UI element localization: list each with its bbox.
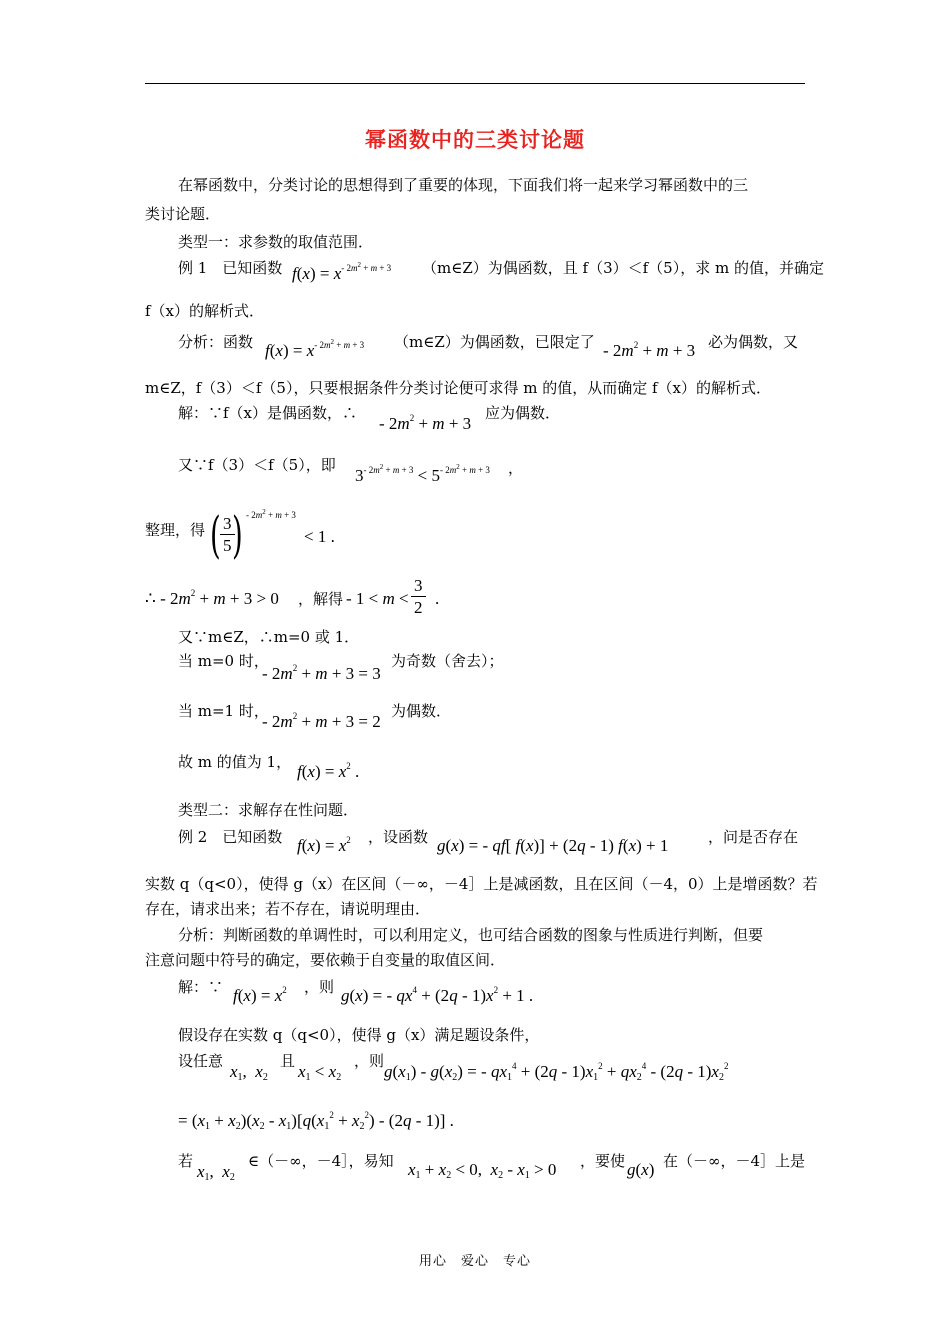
sol2-text-j: 在（－∞，－4］上是 [663,1152,806,1170]
formula-difference: $g(x_1) - g(x_2)$ = - $qx_1^4 + (2q - 1)x_1^2 + qx_2^4 - (2q - 1)x_2^2$ [384,1061,729,1083]
ex2-text-d: 实数 q（q<0），使得 g（x）在区间（－∞，－4］上是减函数，且在区间（－4，0）上是增函数？若 [145,875,818,893]
formula-x1-x2: $x_1$, $x_2$ [230,1062,268,1083]
formula-case0: - $2m^2 + m + 3 = 3$ [262,663,381,683]
ex2-text-e: 存在，请求出来；若不存在，请说明理由． [145,900,431,918]
sol2-label: 解：∵ [178,978,224,996]
sol1-case0-text: 为奇数（舍去）； [391,652,504,670]
period: . [435,589,440,608]
formula-factored: = $(x_1 + x_2)(x_2 - x_1)[q(x_1^2 + x_2^2) - (2q - 1)]$ . [178,1110,454,1132]
analysis2-line-2: 注意问题中符号的确定，要依赖于自变量的取值区间． [145,951,506,969]
page-title: 幂函数中的三类讨论题 [365,128,585,152]
ex1-text: （m∈Z）为偶函数，且 f（3）＜f（5），求 m 的值，并确定 [422,259,824,277]
sol1-case1: 当 m=1 时， [178,702,269,720]
ex2-text-c: ，问是否存在 [708,828,799,846]
sol2-text-g: 若 [178,1152,194,1170]
sol1-case1-text: 为偶数． [391,702,452,720]
sol1-case0: 当 m=0 时， [178,652,269,670]
formula-quadratic-ineq: ∴ - $2m^2 + m + 3 > 0$ [145,588,279,608]
formula-result: $f(x) = x^2$ . [297,761,360,781]
fraction-3-2: $\frac{3}{2}$ [411,576,426,619]
sol2-text-f: ，则 [354,1052,385,1070]
formula-x1-x2-2: $x_1$, $x_2$ [197,1162,235,1183]
analysis2-line-1: 分析：判断函数的单调性时，可以利用定义，也可结合函数的图象与性质进行判断，但要 [178,926,764,944]
analysis1-text: （m∈Z）为偶函数，已限定了 [394,333,595,351]
sol2-text-e: 且 [280,1052,296,1070]
intro-line-2: 类讨论题． [145,205,221,223]
sol1-comma: ， [508,459,524,477]
formula-exponent: - $2m^2 + m + 3$ [603,340,696,360]
page-footer: 用心 爱心 专心 [418,1254,531,1269]
formula-g-x: g(x) [627,1160,655,1179]
analysis1-text-3: m∈Z，f（3）＜f（5），只要根据条件分类讨论便可求得 m 的值，从而确定 f（x）的解析式． [145,379,771,397]
ex1-text-2: f（x）的解析式． [145,302,265,320]
formula-sign-conditions: $x_1 + x_2 < 0$, $x_2 - x_1 > 0$ [408,1160,557,1181]
ex1-label: 例 1 已知函数 [178,259,283,277]
sol2-assume: 假设存在实数 q（q<0），使得 g（x）满足题设条件， [178,1026,540,1044]
type1-heading: 类型一：求参数的取值范围． [178,233,374,251]
sol1-line-3: 整理，得 [145,521,206,539]
formula-inequality-3-5: $3^{- 2m^2 + m + 3} < 5^{- 2m^2 + m + 3}$ [355,463,490,485]
type2-heading: 类型二：求解存在性问题． [178,801,359,819]
formula-f-power: $f(x) = x^{- 2m^2 + m + 3}$ [292,261,392,283]
formula-f-power-2: $f(x) = x^{- 2m^2 + m + 3}$ [265,338,365,360]
sol2-text-b: ，则 [304,978,335,996]
analysis1-text-2: 必为偶数，又 [708,333,799,351]
sol1-line-2: 又∵f（3）＜f（5），即 [178,456,336,474]
intro-line-1: 在幂函数中，分类讨论的思想得到了重要的体现，下面我们将一起来学习幂函数中的三 [178,176,749,194]
sol2-text-d: 设任意 [178,1052,224,1070]
analysis1-label: 分析：函数 [178,333,254,351]
formula-g-expanded: g(x) = - $qx^4 + (2q - 1)x^2 + 1$ . [341,985,534,1005]
formula-f-x2: $f(x) = x^2$ [297,835,351,855]
formula-f-x2-2: $f(x) = x^2$ [233,985,287,1005]
sol1-line-4: 又∵m∈Z，∴m=0 或 1． [178,628,360,646]
formula-g-def: g(x) = - qf[ f(x)] + (2q - 1) f(x) + 1 [437,836,669,855]
sol1-text-b: 应为偶数． [485,404,561,422]
ex2-text-b: ，设函数 [368,828,429,846]
sol2-text-h: ∈（－∞，－4］，易知 [248,1152,394,1170]
sol1-conclusion: 故 m 的值为 1， [178,753,292,771]
sol1-text-f: ，解得 [298,590,344,608]
sol1-line-1: 解：∵f（x）是偶函数，∴ [178,404,358,422]
formula-case1: - $2m^2 + m + 3 = 2$ [262,711,381,731]
formula-exponent-2: - $2m^2 + m + 3$ [379,413,472,433]
ex2-label: 例 2 已知函数 [178,828,283,846]
formula-range-m: - 1 < m < [346,589,409,608]
sol2-text-i: ，要使 [580,1152,626,1170]
header-rule [145,83,805,84]
formula-x1-lt-x2: $x_1 < x_2$ [298,1062,342,1083]
